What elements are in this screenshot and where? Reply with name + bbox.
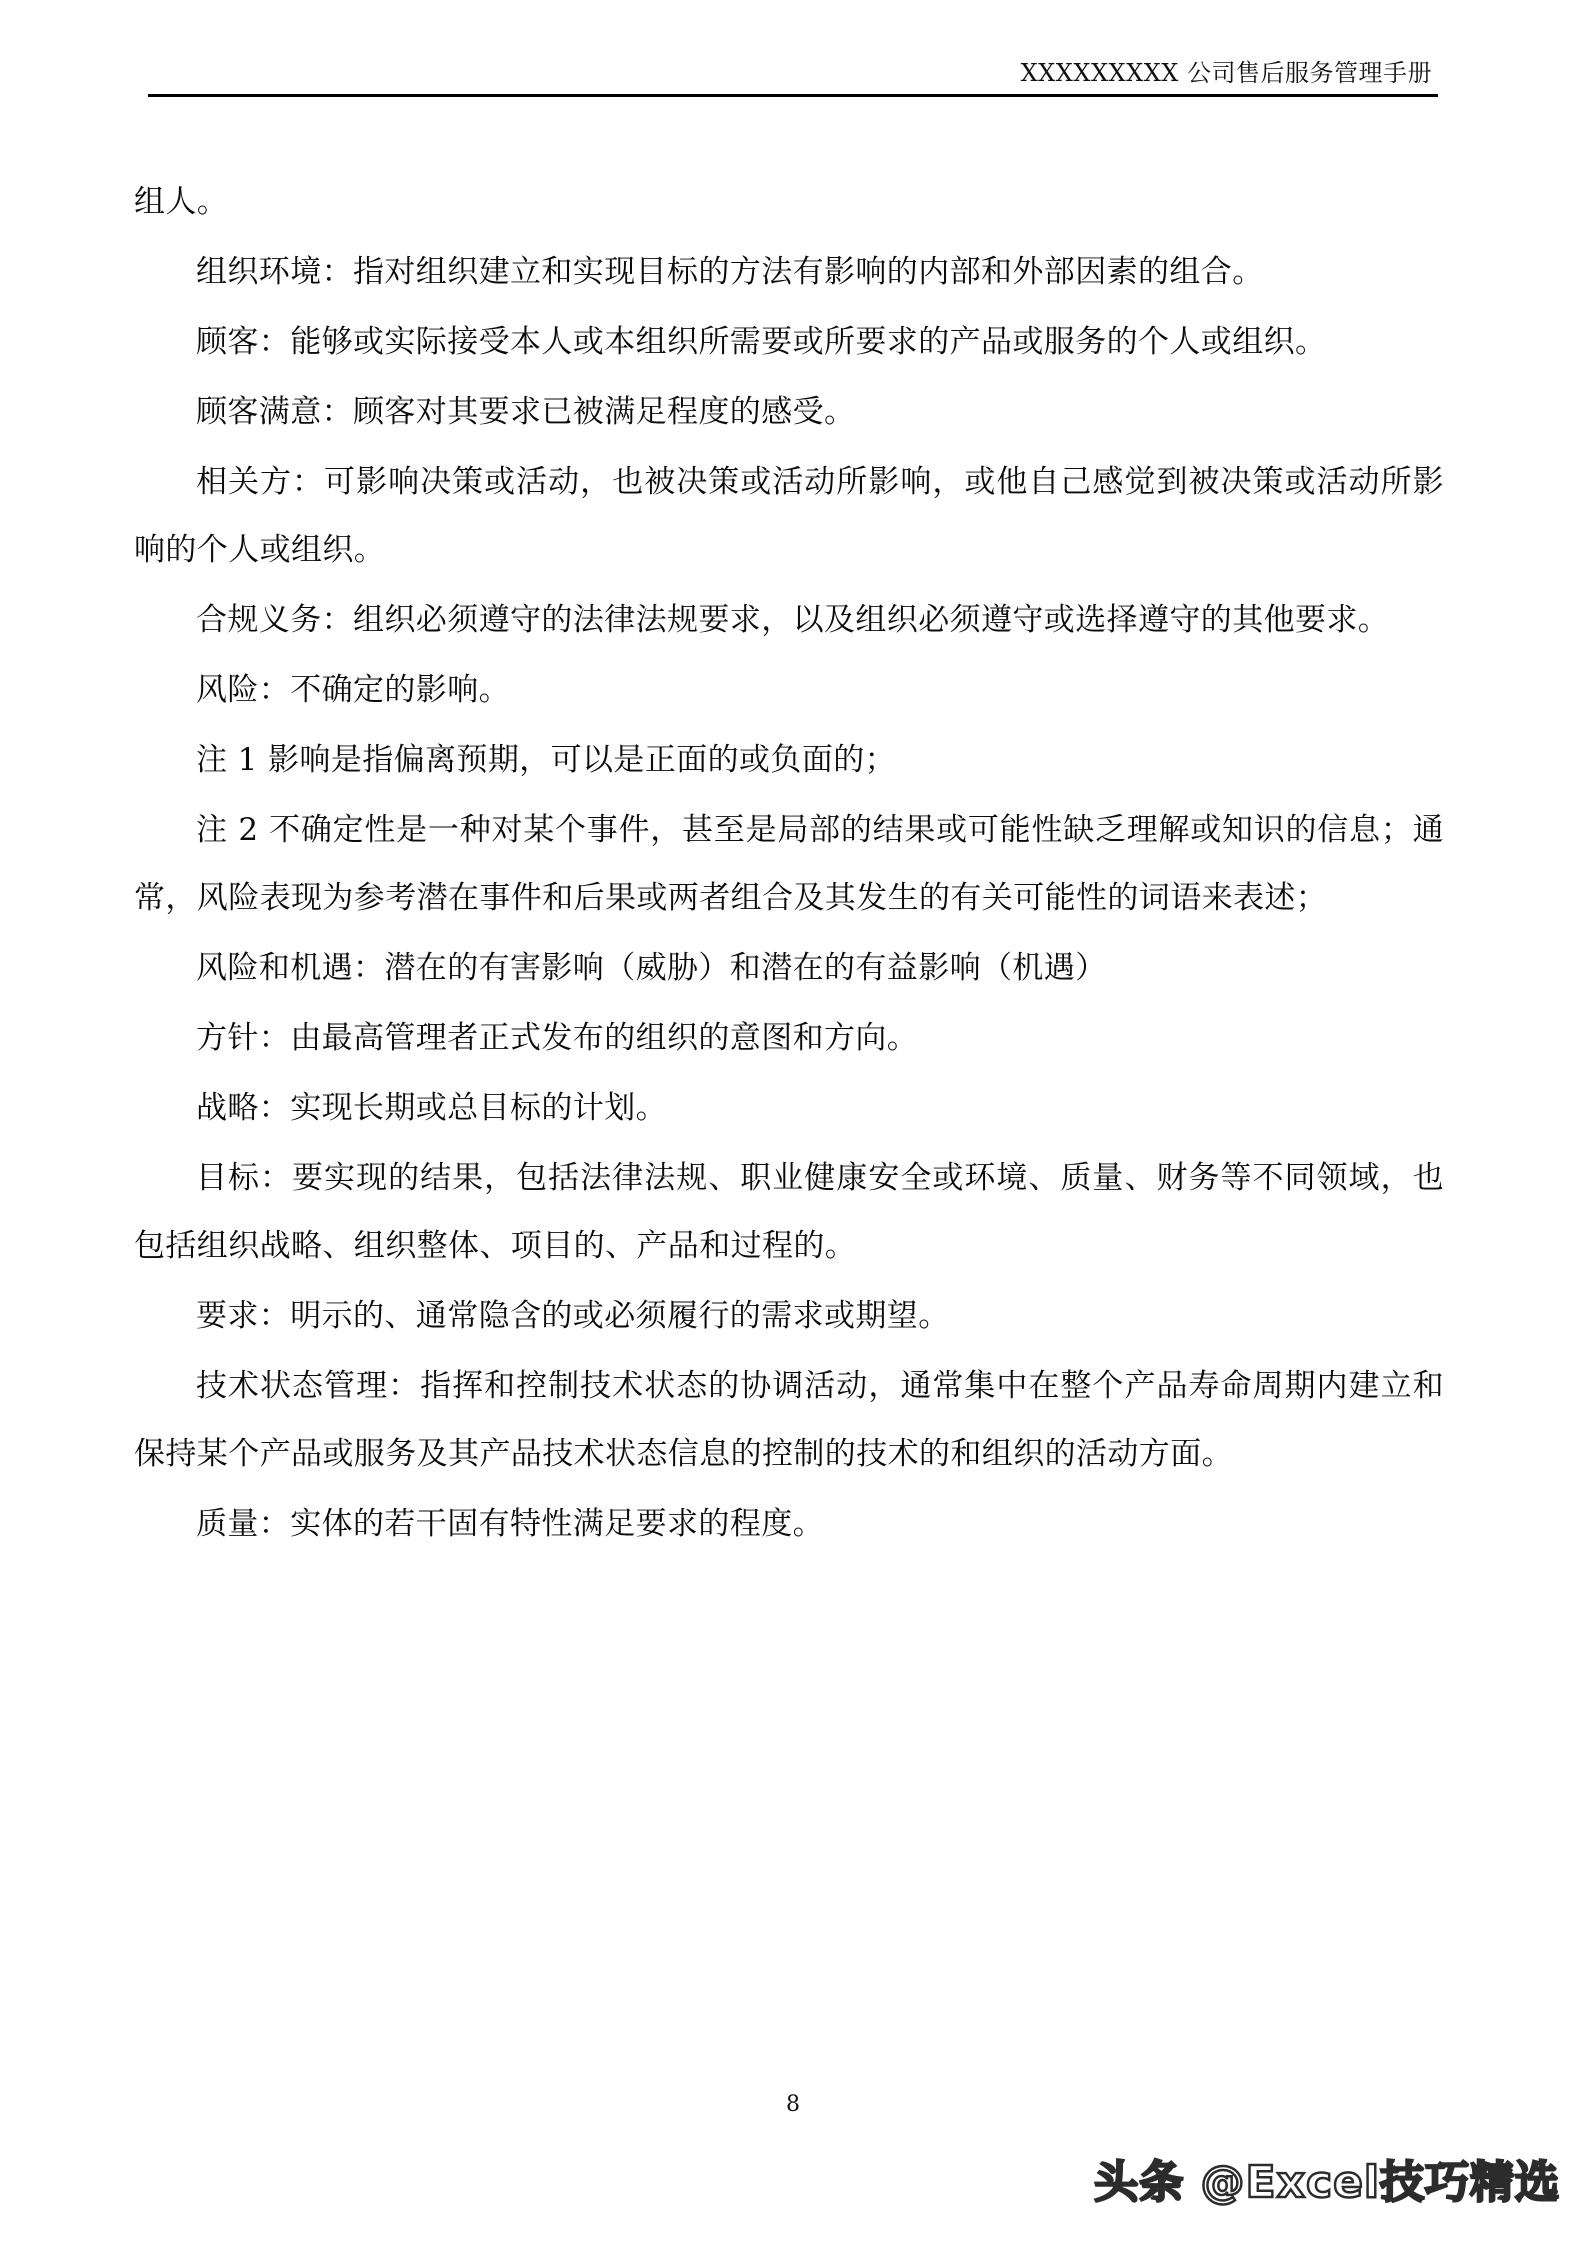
watermark: 头条 @Excel技巧精选 <box>1094 2157 1560 2208</box>
paragraph: 方针：由最高管理者正式发布的组织的意图和方向。 <box>196 1020 919 1056</box>
page-number: 8 <box>786 2092 800 2117</box>
paragraph: 要求：明示的、通常隐含的或必须履行的需求或期望。 <box>196 1298 950 1334</box>
paragraph: 组织环境：指对组织建立和实现目标的方法有影响的内部和外部因素的组合。 <box>196 254 1264 290</box>
paragraph: 注 1 影响是指偏离预期，可以是正面的或负面的； <box>196 742 897 778</box>
paragraph: 目标：要实现的结果，包括法律法规、职业健康安全或环境、质量、财务等不同领域，也包括组织战略、组织整体、项目的、产品和过程的。 <box>134 1160 1444 1264</box>
paragraph: 质量：实体的若干固有特性满足要求的程度。 <box>196 1506 824 1542</box>
document-body <box>134 168 1444 1560</box>
header-title: XXXXXXXXX 公司售后服务管理手册 <box>1020 59 1432 87</box>
paragraph: 顾客：能够或实际接受本人或本组织所需要或所要求的产品或服务的个人或组织。 <box>196 324 1327 360</box>
paragraph: 相关方：可影响决策或活动，也被决策或活动所影响，或他自己感觉到被决策或活动所影响的个人或组织。 <box>134 464 1444 568</box>
paragraph: 风险：不确定的影响。 <box>196 672 510 708</box>
paragraph: 组人。 <box>134 184 229 220</box>
header-divider <box>148 94 1438 97</box>
paragraph: 技术状态管理：指挥和控制技术状态的协调活动，通常集中在整个产品寿命周期内建立和保持某个产品或服务及其产品技术状态信息的控制的技术的和组织的活动方面。 <box>134 1368 1444 1472</box>
page-header <box>148 58 1438 105</box>
paragraph: 风险和机遇：潜在的有害影响（威胁）和潜在的有益影响（机遇） <box>196 950 1107 986</box>
paragraph: 顾客满意：顾客对其要求已被满足程度的感受。 <box>196 394 856 430</box>
paragraph: 合规义务：组织必须遵守的法律法规要求，以及组织必须遵守或选择遵守的其他要求。 <box>196 602 1390 638</box>
paragraph: 注 2 不确定性是一种对某个事件，甚至是局部的结果或可能性缺乏理解或知识的信息；通常，风险表现为参考潜在事件和后果或两者组合及其发生的有关可能性的词语来表述； <box>134 812 1444 916</box>
paragraph: 战略：实现长期或总目标的计划。 <box>196 1090 667 1126</box>
